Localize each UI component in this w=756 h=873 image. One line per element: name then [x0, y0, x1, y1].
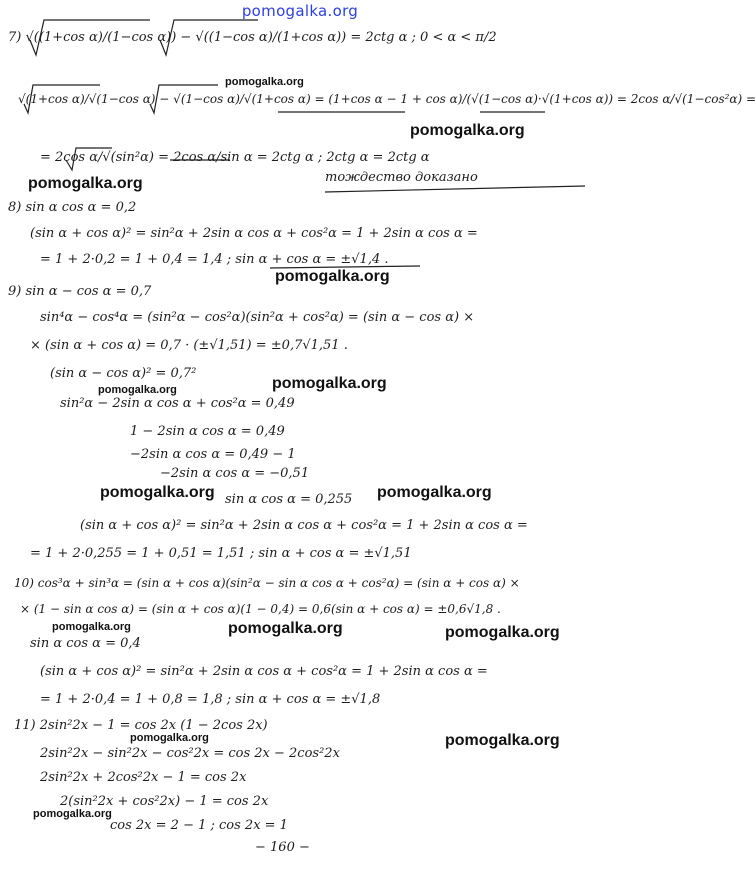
problem-9-step-9: (sin α + cos α)² = sin²α + 2sin α cos α + cos²α = 1 + 2sin α cos α =	[80, 518, 528, 533]
watermark-text: pomogalka.org	[272, 375, 387, 392]
problem-9-step-8: sin α cos α = 0,255	[225, 492, 353, 507]
problem-7-step-1: √(1+cos α)/√(1−cos α) − √(1−cos α)/√(1+cos α) = (1+cos α − 1 + cos α)/(√(1−cos α)·√(1+cos α)) = 2cos α/√(1−cos²α) =	[18, 92, 756, 106]
watermark-text: pomogalka.org	[445, 732, 560, 749]
problem-11-step-2: 2sin²2x + 2cos²2x − 1 = cos 2x	[40, 770, 247, 785]
problem-9-step-1: sin⁴α − cos⁴α = (sin²α − cos²α)(sin²α + cos²α) = (sin α − cos α) ×	[40, 310, 475, 325]
problem-9-step-3: (sin α − cos α)² = 0,7²	[50, 366, 197, 381]
problem-10-step-3: (sin α + cos α)² = sin²α + 2sin α cos α + cos²α = 1 + 2sin α cos α =	[40, 664, 488, 679]
watermark-text: pomogalka.org	[225, 76, 304, 88]
problem-11-step-3: 2(sin²2x + cos²2x) − 1 = cos 2x	[60, 794, 269, 809]
problem-7-statement: 7) √((1+cos α)/(1−cos α)) − √((1−cos α)/(1+cos α)) = 2ctg α ; 0 < α < π/2	[8, 30, 497, 45]
site-header-link[interactable]: pomogalka.org	[241, 2, 359, 20]
watermark-text: pomogalka.org	[28, 175, 143, 192]
problem-7-conclusion: тождество доказано	[325, 170, 478, 185]
problem-9-step-4: sin²α − 2sin α cos α + cos²α = 0,49	[60, 396, 295, 411]
watermark-text: pomogalka.org	[130, 732, 209, 744]
problem-9-step-7: −2sin α cos α = −0,51	[160, 466, 310, 481]
problem-9-step-6: −2sin α cos α = 0,49 − 1	[130, 447, 296, 462]
problem-11-step-4: cos 2x = 2 − 1 ; cos 2x = 1	[110, 818, 288, 833]
watermark-text: pomogalka.org	[377, 484, 492, 501]
problem-10-statement: 10) cos³α + sin³α = (sin α + cos α)(sin²α − sin α cos α + cos²α) = (sin α + cos α) ×	[14, 576, 520, 590]
problem-8-step-1: (sin α + cos α)² = sin²α + 2sin α cos α + cos²α = 1 + 2sin α cos α =	[30, 226, 478, 241]
problem-11-step-1: 2sin²2x − sin²2x − cos²2x = cos 2x − 2cos²2x	[40, 746, 340, 761]
watermark-text: pomogalka.org	[410, 122, 525, 139]
watermark-text: pomogalka.org	[98, 384, 177, 396]
problem-8-statement: 8) sin α cos α = 0,2	[8, 200, 137, 215]
problem-10-step-2: sin α cos α = 0,4	[30, 636, 141, 651]
problem-7-step-2: = 2cos α/√(sin²α) = 2cos α/sin α = 2ctg α ; 2ctg α = 2ctg α	[40, 150, 430, 165]
problem-9-step-2: × (sin α + cos α) = 0,7 · (±√1,51) = ±0,7√1,51 .	[30, 338, 348, 353]
watermark-text: pomogalka.org	[275, 268, 390, 285]
problem-9-step-10: = 1 + 2·0,255 = 1 + 0,51 = 1,51 ; sin α + cos α = ±√1,51	[30, 546, 412, 561]
problem-10-step-4: = 1 + 2·0,4 = 1 + 0,8 = 1,8 ; sin α + cos α = ±√1,8	[40, 692, 381, 707]
watermark-text: pomogalka.org	[445, 624, 560, 641]
watermark-text: pomogalka.org	[33, 808, 112, 820]
watermark-text: pomogalka.org	[228, 620, 343, 637]
problem-9-statement: 9) sin α − cos α = 0,7	[8, 284, 152, 299]
watermark-text: pomogalka.org	[52, 621, 131, 633]
problem-11-statement: 11) 2sin²2x − 1 = cos 2x (1 − 2cos 2x)	[14, 718, 268, 733]
page-number: − 160 −	[255, 840, 310, 855]
problem-8-step-2: = 1 + 2·0,2 = 1 + 0,4 = 1,4 ; sin α + cos α = ±√1,4 .	[40, 252, 389, 267]
problem-10-step-1: × (1 − sin α cos α) = (sin α + cos α)(1 − 0,4) = 0,6(sin α + cos α) = ±0,6√1,8 .	[20, 602, 501, 616]
watermark-text: pomogalka.org	[100, 484, 215, 501]
problem-9-step-5: 1 − 2sin α cos α = 0,49	[130, 424, 285, 439]
